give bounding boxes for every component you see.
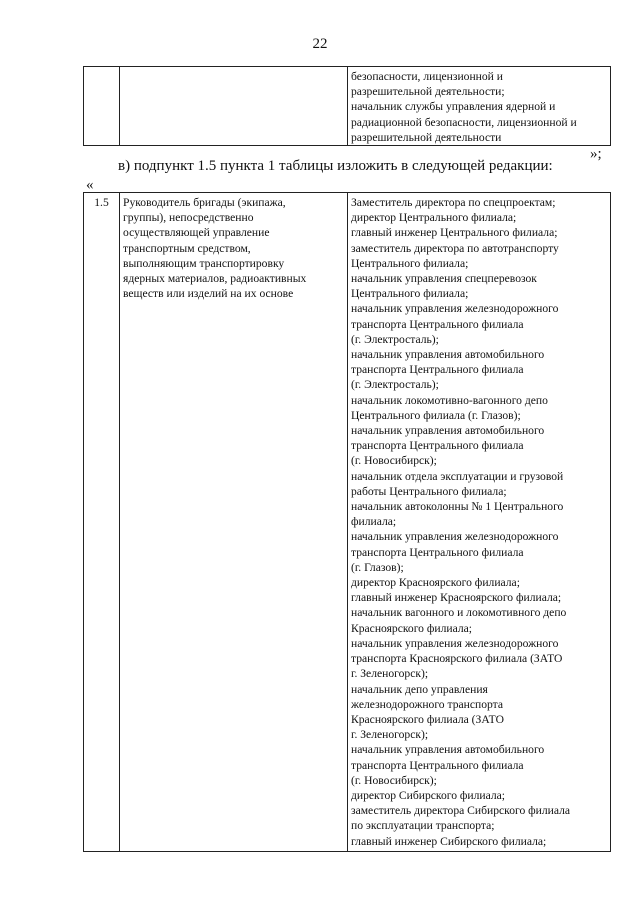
position-line: безопасности, лицензионной и bbox=[351, 70, 503, 83]
position-line: транспорта Красноярского филиала (ЗАТО bbox=[351, 652, 563, 666]
position-line: (г. Электросталь); bbox=[351, 332, 439, 346]
position-line: Красноярского филиала (ЗАТО bbox=[351, 712, 504, 726]
position-line: начальник депо управления bbox=[351, 682, 488, 696]
position-line: Центрального филиала; bbox=[351, 256, 469, 270]
role-cell bbox=[120, 67, 348, 146]
position-line: начальник управления железнодорожного bbox=[351, 530, 559, 544]
opening-quote: « bbox=[86, 177, 94, 193]
position-line: Красноярского филиала; bbox=[351, 621, 472, 635]
position-line: работы Центрального филиала; bbox=[351, 484, 507, 498]
item-number: 1.5 bbox=[84, 193, 120, 852]
position-line: г. Зеленогорск); bbox=[351, 728, 429, 742]
position-line: разрешительной деятельности bbox=[351, 130, 502, 144]
position-line: железнодорожного транспорта bbox=[351, 697, 503, 711]
position-line: Центрального филиала (г. Глазов); bbox=[351, 408, 521, 422]
position-line: (г. Новосибирск); bbox=[351, 454, 437, 468]
position-line: (г. Электросталь); bbox=[351, 378, 439, 392]
position-line: по эксплуатации транспорта; bbox=[351, 819, 495, 833]
role-line: Руководитель бригады (экипажа, bbox=[123, 196, 286, 209]
position-line: транспорта Центрального филиала bbox=[351, 758, 524, 772]
position-line: заместитель директора по автотранспорту bbox=[351, 241, 559, 255]
position-line: главный инженер Сибирского филиала; bbox=[351, 834, 547, 848]
position-line: начальник управления автомобильного bbox=[351, 348, 545, 362]
continuation-table bbox=[83, 66, 611, 146]
position-line: транспорта Центрального филиала bbox=[351, 545, 524, 559]
position-line: г. Зеленогорск); bbox=[351, 667, 429, 681]
position-line: начальник управления спецперевозок bbox=[351, 272, 537, 286]
position-line: Заместитель директора по спецпроектам; bbox=[351, 196, 556, 209]
role-line: группы), непосредственно bbox=[123, 211, 254, 225]
table-row bbox=[84, 193, 611, 852]
position-line: начальник автоколонны № 1 Центрального bbox=[351, 500, 564, 514]
position-line: главный инженер Красноярского филиала; bbox=[351, 591, 562, 605]
position-line: Центрального филиала; bbox=[351, 287, 469, 301]
position-line: директор Сибирского филиала; bbox=[351, 788, 506, 802]
position-line: начальник локомотивно-вагонного депо bbox=[351, 393, 548, 407]
amendment-table bbox=[83, 192, 611, 852]
positions-cell bbox=[348, 193, 611, 852]
position-line: начальник управления железнодорожного bbox=[351, 636, 559, 650]
closing-quote: »; bbox=[590, 146, 602, 162]
position-line: главный инженер Центрального филиала; bbox=[351, 226, 558, 240]
position-line: филиала; bbox=[351, 515, 397, 529]
role-line: осуществляющей управление bbox=[123, 226, 270, 240]
position-line: транспорта Центрального филиала bbox=[351, 363, 524, 377]
role-line: ядерных материалов, радиоактивных bbox=[123, 272, 307, 286]
position-line: начальник управления автомобильного bbox=[351, 743, 545, 757]
table-row bbox=[84, 67, 611, 146]
role-line: веществ или изделий на их основе bbox=[123, 287, 294, 301]
positions-cell bbox=[348, 67, 611, 146]
position-line: радиационной безопасности, лицензионной и bbox=[351, 115, 577, 129]
number-cell bbox=[84, 67, 120, 146]
position-line: транспорта Центрального филиала bbox=[351, 317, 524, 331]
position-line: начальник службы управления ядерной и bbox=[351, 100, 556, 114]
position-line: начальник управления автомобильного bbox=[351, 424, 545, 438]
position-line: начальник отдела эксплуатации и грузовой bbox=[351, 469, 564, 483]
position-line: директор Красноярского филиала; bbox=[351, 576, 520, 590]
position-line: транспорта Центрального филиала bbox=[351, 439, 524, 453]
role-line: выполняющим транспортировку bbox=[123, 256, 285, 270]
role-line: транспортным средством, bbox=[123, 241, 251, 255]
role-cell bbox=[120, 193, 348, 852]
position-line: директор Центрального филиала; bbox=[351, 211, 517, 225]
position-line: (г. Глазов); bbox=[351, 560, 404, 574]
page-number: 22 bbox=[312, 36, 328, 52]
position-line: разрешительной деятельности; bbox=[351, 85, 505, 99]
position-line: начальник управления железнодорожного bbox=[351, 302, 559, 316]
position-line: заместитель директора Сибирского филиала bbox=[351, 804, 571, 818]
amendment-instruction: в) подпункт 1.5 пункта 1 таблицы изложить в следующей редакции: bbox=[118, 158, 553, 174]
position-line: (г. Новосибирск); bbox=[351, 773, 437, 787]
position-line: начальник вагонного и локомотивного депо bbox=[351, 606, 567, 620]
